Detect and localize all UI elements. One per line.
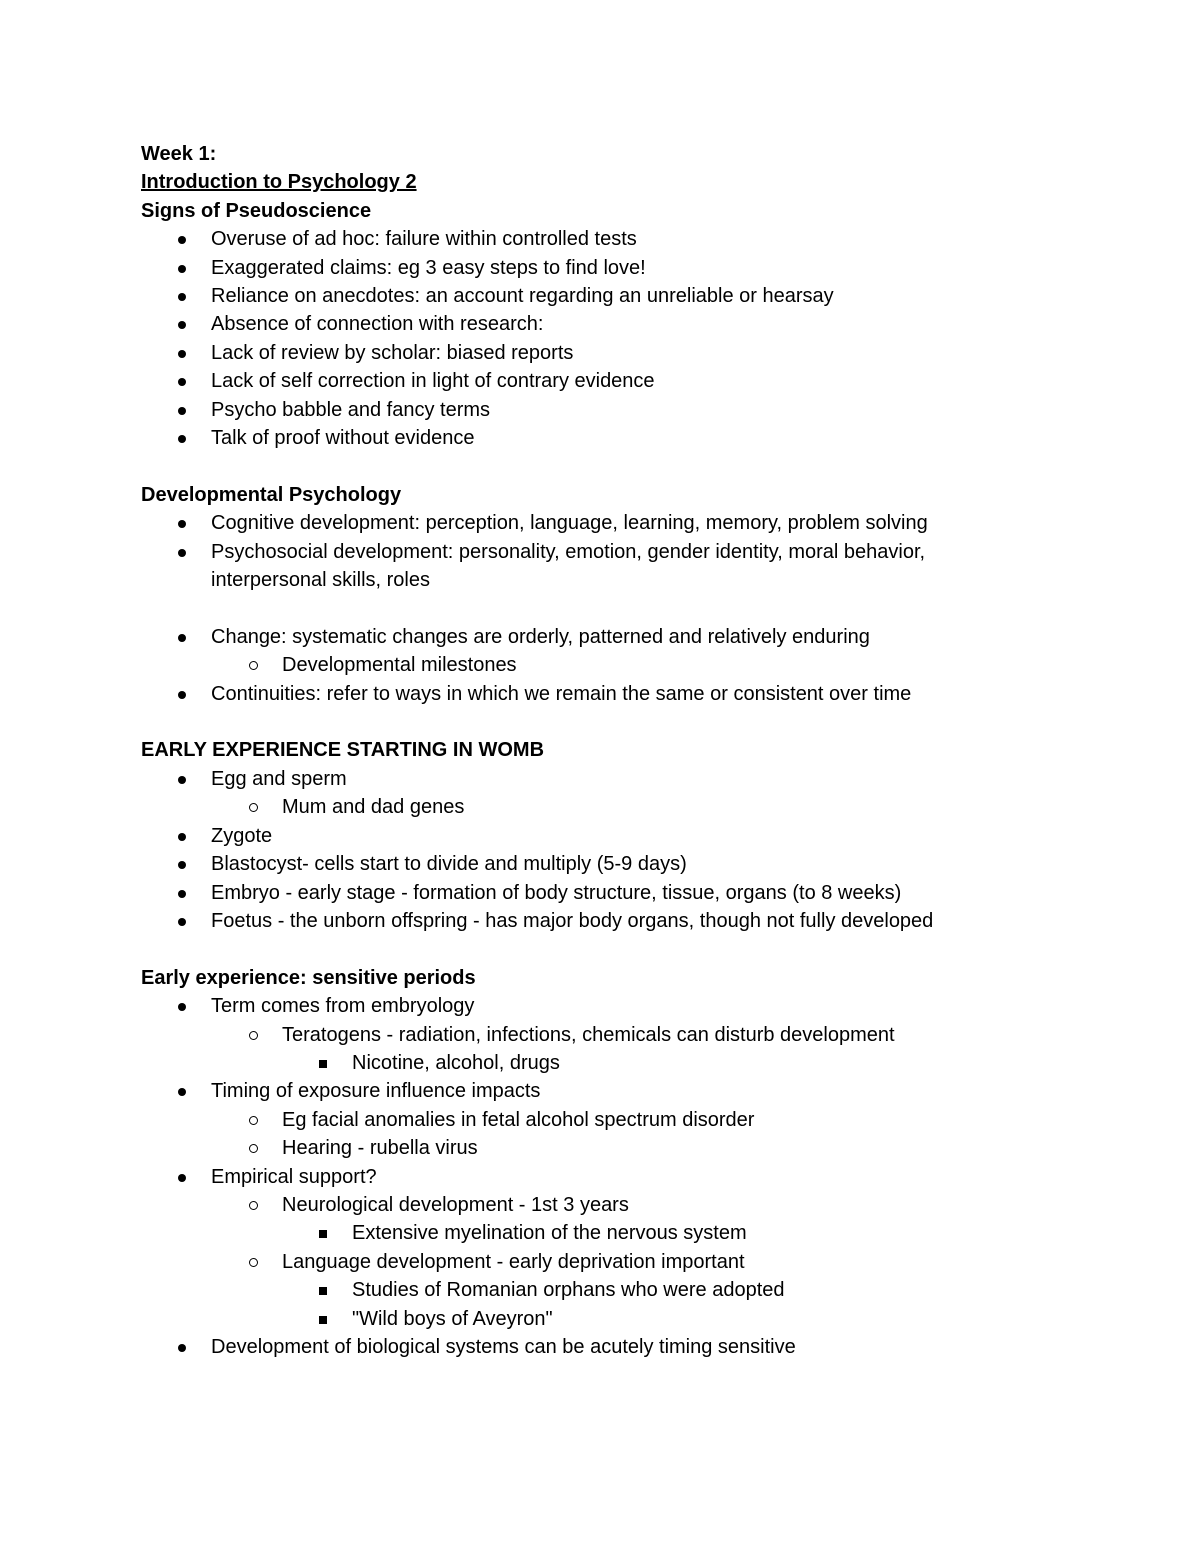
bullet-circle-icon <box>249 1116 258 1125</box>
bullet-disc-icon <box>178 861 186 869</box>
list-item: Empirical support? <box>141 1163 1081 1191</box>
list-item: Lack of self correction in light of contrary evidence <box>141 367 1081 395</box>
list-item: Embryo - early stage - formation of body structure, tissue, organs (to 8 weeks) <box>141 879 1081 907</box>
list-item: Development of biological systems can be acutely timing sensitive <box>141 1333 1081 1361</box>
list-item: Egg and sperm <box>141 765 1081 793</box>
bullet-disc-icon <box>178 634 186 642</box>
list-item: Studies of Romanian orphans who were adopted <box>141 1276 1081 1304</box>
course-title: Introduction to Psychology 2 <box>141 171 417 194</box>
list-item: Neurological development - 1st 3 years <box>141 1191 1081 1219</box>
list-item: Blastocyst- cells start to divide and multiply (5-9 days) <box>141 850 1081 878</box>
bullet-circle-icon <box>249 1144 258 1153</box>
bullet-circle-icon <box>249 1201 258 1210</box>
bullet-square-icon <box>319 1060 327 1068</box>
bullet-disc-icon <box>178 407 186 415</box>
bullet-disc-icon <box>178 265 186 273</box>
list-item: Psychosocial development: personality, emotion, gender identity, moral behavior, <box>141 538 1081 566</box>
bullet-disc-icon <box>178 435 186 443</box>
list-item: Lack of review by scholar: biased reports <box>141 339 1081 367</box>
blank-line <box>141 708 1081 736</box>
pseudoscience-heading: Signs of Pseudoscience <box>141 199 372 222</box>
list-item: Change: systematic changes are orderly, patterned and relatively enduring <box>141 623 1081 651</box>
list-item: Psycho babble and fancy terms <box>141 396 1081 424</box>
bullet-circle-icon <box>249 803 258 812</box>
bullet-disc-icon <box>178 1088 186 1096</box>
list-item: "Wild boys of Aveyron" <box>141 1305 1081 1333</box>
blank-line <box>141 594 1081 622</box>
week-label: Week 1: <box>141 143 217 165</box>
list-item: Reliance on anecdotes: an account regarding an unreliable or hearsay <box>141 282 1081 310</box>
bullet-disc-icon <box>178 833 186 841</box>
list-item: Term comes from embryology <box>141 992 1081 1020</box>
bullet-disc-icon <box>178 1344 186 1352</box>
blank-line <box>141 935 1081 963</box>
list-item: Foetus - the unborn offspring - has major body organs, though not fully developed <box>141 907 1081 935</box>
bullet-disc-icon <box>178 1003 186 1011</box>
bullet-disc-icon <box>178 378 186 386</box>
bullet-disc-icon <box>178 350 186 358</box>
list-item: Mum and dad genes <box>141 793 1081 821</box>
list-item: Zygote <box>141 822 1081 850</box>
blank-line <box>141 452 1081 480</box>
list-item: Absence of connection with research: <box>141 310 1081 338</box>
list-item: Extensive myelination of the nervous system <box>141 1219 1081 1247</box>
list-item-continuation: interpersonal skills, roles <box>211 569 430 592</box>
bullet-disc-icon <box>178 549 186 557</box>
list-item: Teratogens - radiation, infections, chemicals can disturb development <box>141 1021 1081 1049</box>
list-item: Exaggerated claims: eg 3 easy steps to find love! <box>141 254 1081 282</box>
sensitive-heading: Early experience: sensitive periods <box>141 966 476 989</box>
list-item: Talk of proof without evidence <box>141 424 1081 452</box>
bullet-circle-icon <box>249 1031 258 1040</box>
list-item: Timing of exposure influence impacts <box>141 1077 1081 1105</box>
womb-heading: EARLY EXPERIENCE STARTING IN WOMB <box>141 739 545 762</box>
list-item: Eg facial anomalies in fetal alcohol spectrum disorder <box>141 1106 1081 1134</box>
bullet-disc-icon <box>178 236 186 244</box>
bullet-square-icon <box>319 1287 327 1295</box>
list-item: Cognitive development: perception, language, learning, memory, problem solving <box>141 509 1081 537</box>
bullet-disc-icon <box>178 293 186 301</box>
document-page <box>141 140 1081 1361</box>
list-item: Continuities: refer to ways in which we remain the same or consistent over time <box>141 680 1081 708</box>
bullet-circle-icon <box>249 661 258 670</box>
bullet-disc-icon <box>178 691 186 699</box>
list-item: Language development - early deprivation important <box>141 1248 1081 1276</box>
list-item: Developmental milestones <box>141 651 1081 679</box>
bullet-disc-icon <box>178 890 186 898</box>
list-item: Hearing - rubella virus <box>141 1134 1081 1162</box>
developmental-heading: Developmental Psychology <box>141 483 402 506</box>
bullet-disc-icon <box>178 321 186 329</box>
bullet-disc-icon <box>178 776 186 784</box>
list-item: Nicotine, alcohol, drugs <box>141 1049 1081 1077</box>
bullet-circle-icon <box>249 1258 258 1267</box>
list-item: Overuse of ad hoc: failure within controlled tests <box>141 225 1081 253</box>
bullet-disc-icon <box>178 520 186 528</box>
bullet-square-icon <box>319 1230 327 1238</box>
bullet-square-icon <box>319 1316 327 1324</box>
bullet-disc-icon <box>178 918 186 926</box>
bullet-disc-icon <box>178 1174 186 1182</box>
